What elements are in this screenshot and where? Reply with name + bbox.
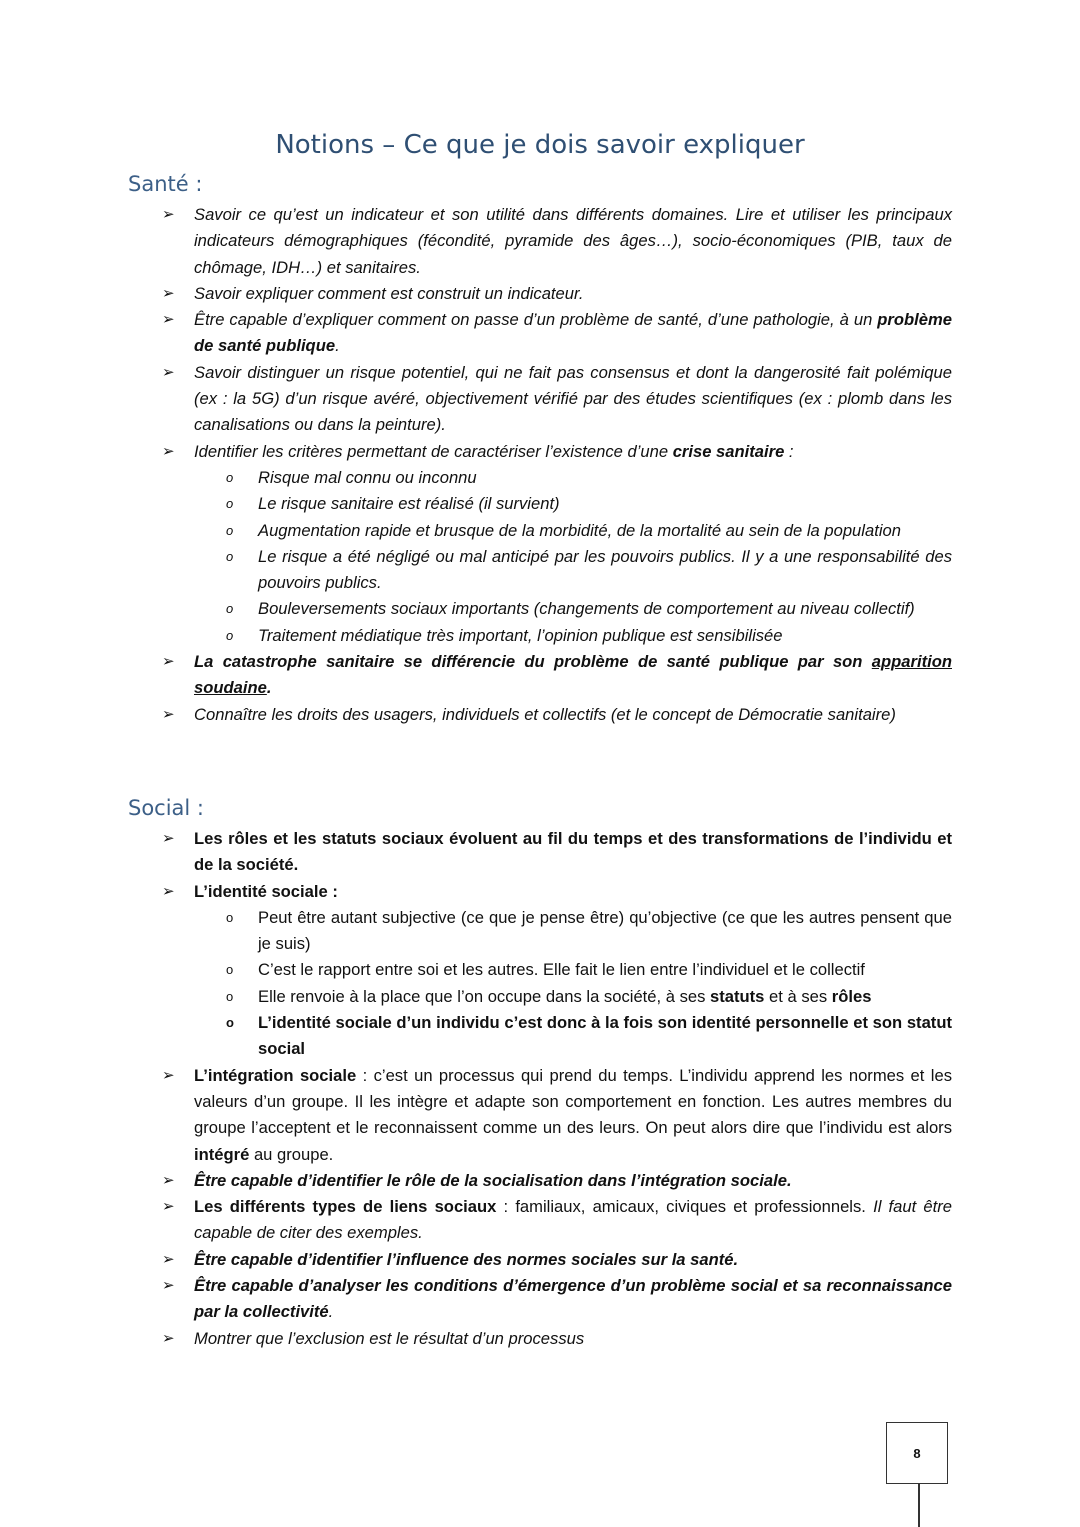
- list-item: ➢ Savoir ce qu’est un indicateur et son utilité dans différents domaines. Lire et utiliser les principaux indicateurs démographiques (fécondité, pyramide des âges…), socio-économiques (PIB, taux de chômage, IDH…) et sanitaires.: [160, 202, 952, 281]
- sante-list: [160, 202, 952, 728]
- list-item: ➢ Être capable d’expliquer comment on passe d’un problème de santé, d’une pathologie, à un problème de santé publique.: [160, 307, 952, 360]
- circle-bullet-icon: o: [226, 627, 234, 643]
- circle-bullet-icon: o: [226, 548, 234, 564]
- arrow-bullet-icon: ➢: [162, 284, 175, 302]
- list-item: ➢ Les rôles et les statuts sociaux évoluent au fil du temps et des transformations de l’individu et de la société.: [160, 826, 952, 879]
- sub-list-item: o Augmentation rapide et brusque de la morbidité, de la mortalité au sein de la population: [160, 518, 952, 544]
- arrow-bullet-icon: ➢: [162, 1277, 175, 1295]
- arrow-bullet-icon: ➢: [162, 1171, 175, 1189]
- page-title: Notions – Ce que je dois savoir expliquer: [275, 130, 805, 160]
- section-heading-social: Social :: [128, 796, 205, 820]
- arrow-bullet-icon: ➢: [162, 363, 175, 381]
- sub-list-item: o L’identité sociale d’un individu c’est donc à la fois son identité personnelle et son statut social: [160, 1010, 952, 1063]
- arrow-bullet-icon: ➢: [162, 830, 175, 847]
- list-item: ➢ Connaître les droits des usagers, individuels et collectifs (et le concept de Démocratie sanitaire): [160, 702, 952, 728]
- list-item: ➢ Savoir expliquer comment est construit un indicateur.: [160, 281, 952, 307]
- circle-bullet-icon: o: [226, 909, 234, 925]
- arrow-bullet-icon: ➢: [162, 1329, 175, 1347]
- circle-bullet-icon: o: [226, 601, 234, 617]
- arrow-bullet-icon: ➢: [162, 705, 175, 723]
- circle-bullet-icon: o: [226, 496, 234, 512]
- sub-list-item: o Le risque a été négligé ou mal anticipé par les pouvoirs publics. Il y a une responsabilité des pouvoirs publics.: [160, 544, 952, 597]
- list-item: ➢ Identifier les critères permettant de caractériser l’existence d’une crise sanitaire :: [160, 439, 952, 465]
- arrow-bullet-icon: ➢: [162, 882, 175, 900]
- arrow-bullet-icon: ➢: [162, 311, 175, 329]
- list-item: ➢ L’intégration sociale : c’est un processus qui prend du temps. L’individu apprend les normes et les valeurs d’un groupe. Il les intègre et adapte son comportement en fonction. Les autres membres du groupe l’acceptent et le reconnaissent comme un des leurs. On peut alors dire que l’individu est alors intégré au groupe.: [160, 1063, 952, 1168]
- section-heading-sante: Santé :: [128, 172, 203, 196]
- list-item: ➢ Être capable d’analyser les conditions d’émergence d’un problème social et sa reconnaissance par la collectivité.: [160, 1273, 952, 1326]
- circle-bullet-icon: o: [226, 988, 234, 1004]
- arrow-bullet-icon: ➢: [162, 653, 175, 671]
- circle-bullet-icon: o: [226, 522, 234, 538]
- sub-list-item: o Le risque sanitaire est réalisé (il survient): [160, 491, 952, 517]
- list-item: ➢ Être capable d’identifier le rôle de la socialisation dans l’intégration sociale.: [160, 1168, 952, 1194]
- circle-bullet-icon: o: [226, 469, 234, 485]
- arrow-bullet-icon: ➢: [162, 442, 175, 460]
- list-item: ➢ La catastrophe sanitaire se différencie du problème de santé publique par son apparition soudaine.: [160, 649, 952, 702]
- arrow-bullet-icon: ➢: [162, 1198, 175, 1216]
- list-item: ➢ Être capable d’identifier l’influence des normes sociales sur la santé.: [160, 1247, 952, 1273]
- sub-list-item: o Elle renvoie à la place que l’on occupe dans la société, à ses statuts et à ses rôles: [160, 984, 952, 1010]
- list-item: ➢ Montrer que l’exclusion est le résultat d’un processus: [160, 1326, 952, 1352]
- arrow-bullet-icon: ➢: [162, 1066, 175, 1084]
- circle-bullet-icon: o: [226, 1015, 234, 1031]
- arrow-bullet-icon: ➢: [162, 1250, 175, 1268]
- sub-list-item: o Peut être autant subjective (ce que je pense être) qu’objective (ce que les autres pensent que je suis): [160, 905, 952, 958]
- list-item: ➢ Les différents types de liens sociaux : familiaux, amicaux, civiques et professionnels. Il faut être capable de citer des exemples.: [160, 1194, 952, 1247]
- arrow-bullet-icon: ➢: [162, 206, 175, 223]
- sub-list-item: o C’est le rapport entre soi et les autres. Elle fait le lien entre l’individuel et le collectif: [160, 957, 952, 983]
- list-item: ➢ Savoir distinguer un risque potentiel, qui ne fait pas consensus et dont la dangerosité fait polémique (ex : la 5G) d’un risque avéré, objectivement vérifié par des études scientifiques (ex : plomb dans les canalisations ou dans la peinture).: [160, 360, 952, 439]
- circle-bullet-icon: o: [226, 962, 234, 978]
- list-item: ➢ L’identité sociale :: [160, 879, 952, 905]
- sub-list-item: o Traitement médiatique très important, l’opinion publique est sensibilisée: [160, 623, 952, 649]
- page-number-box: [886, 1422, 948, 1484]
- social-list: [160, 826, 952, 1352]
- sub-list-item: o Risque mal connu ou inconnu: [160, 465, 952, 491]
- page-number-connector: [918, 1484, 920, 1527]
- sub-list-item: o Bouleversements sociaux importants (changements de comportement au niveau collectif): [160, 596, 952, 622]
- page-number: 8: [913, 1445, 921, 1461]
